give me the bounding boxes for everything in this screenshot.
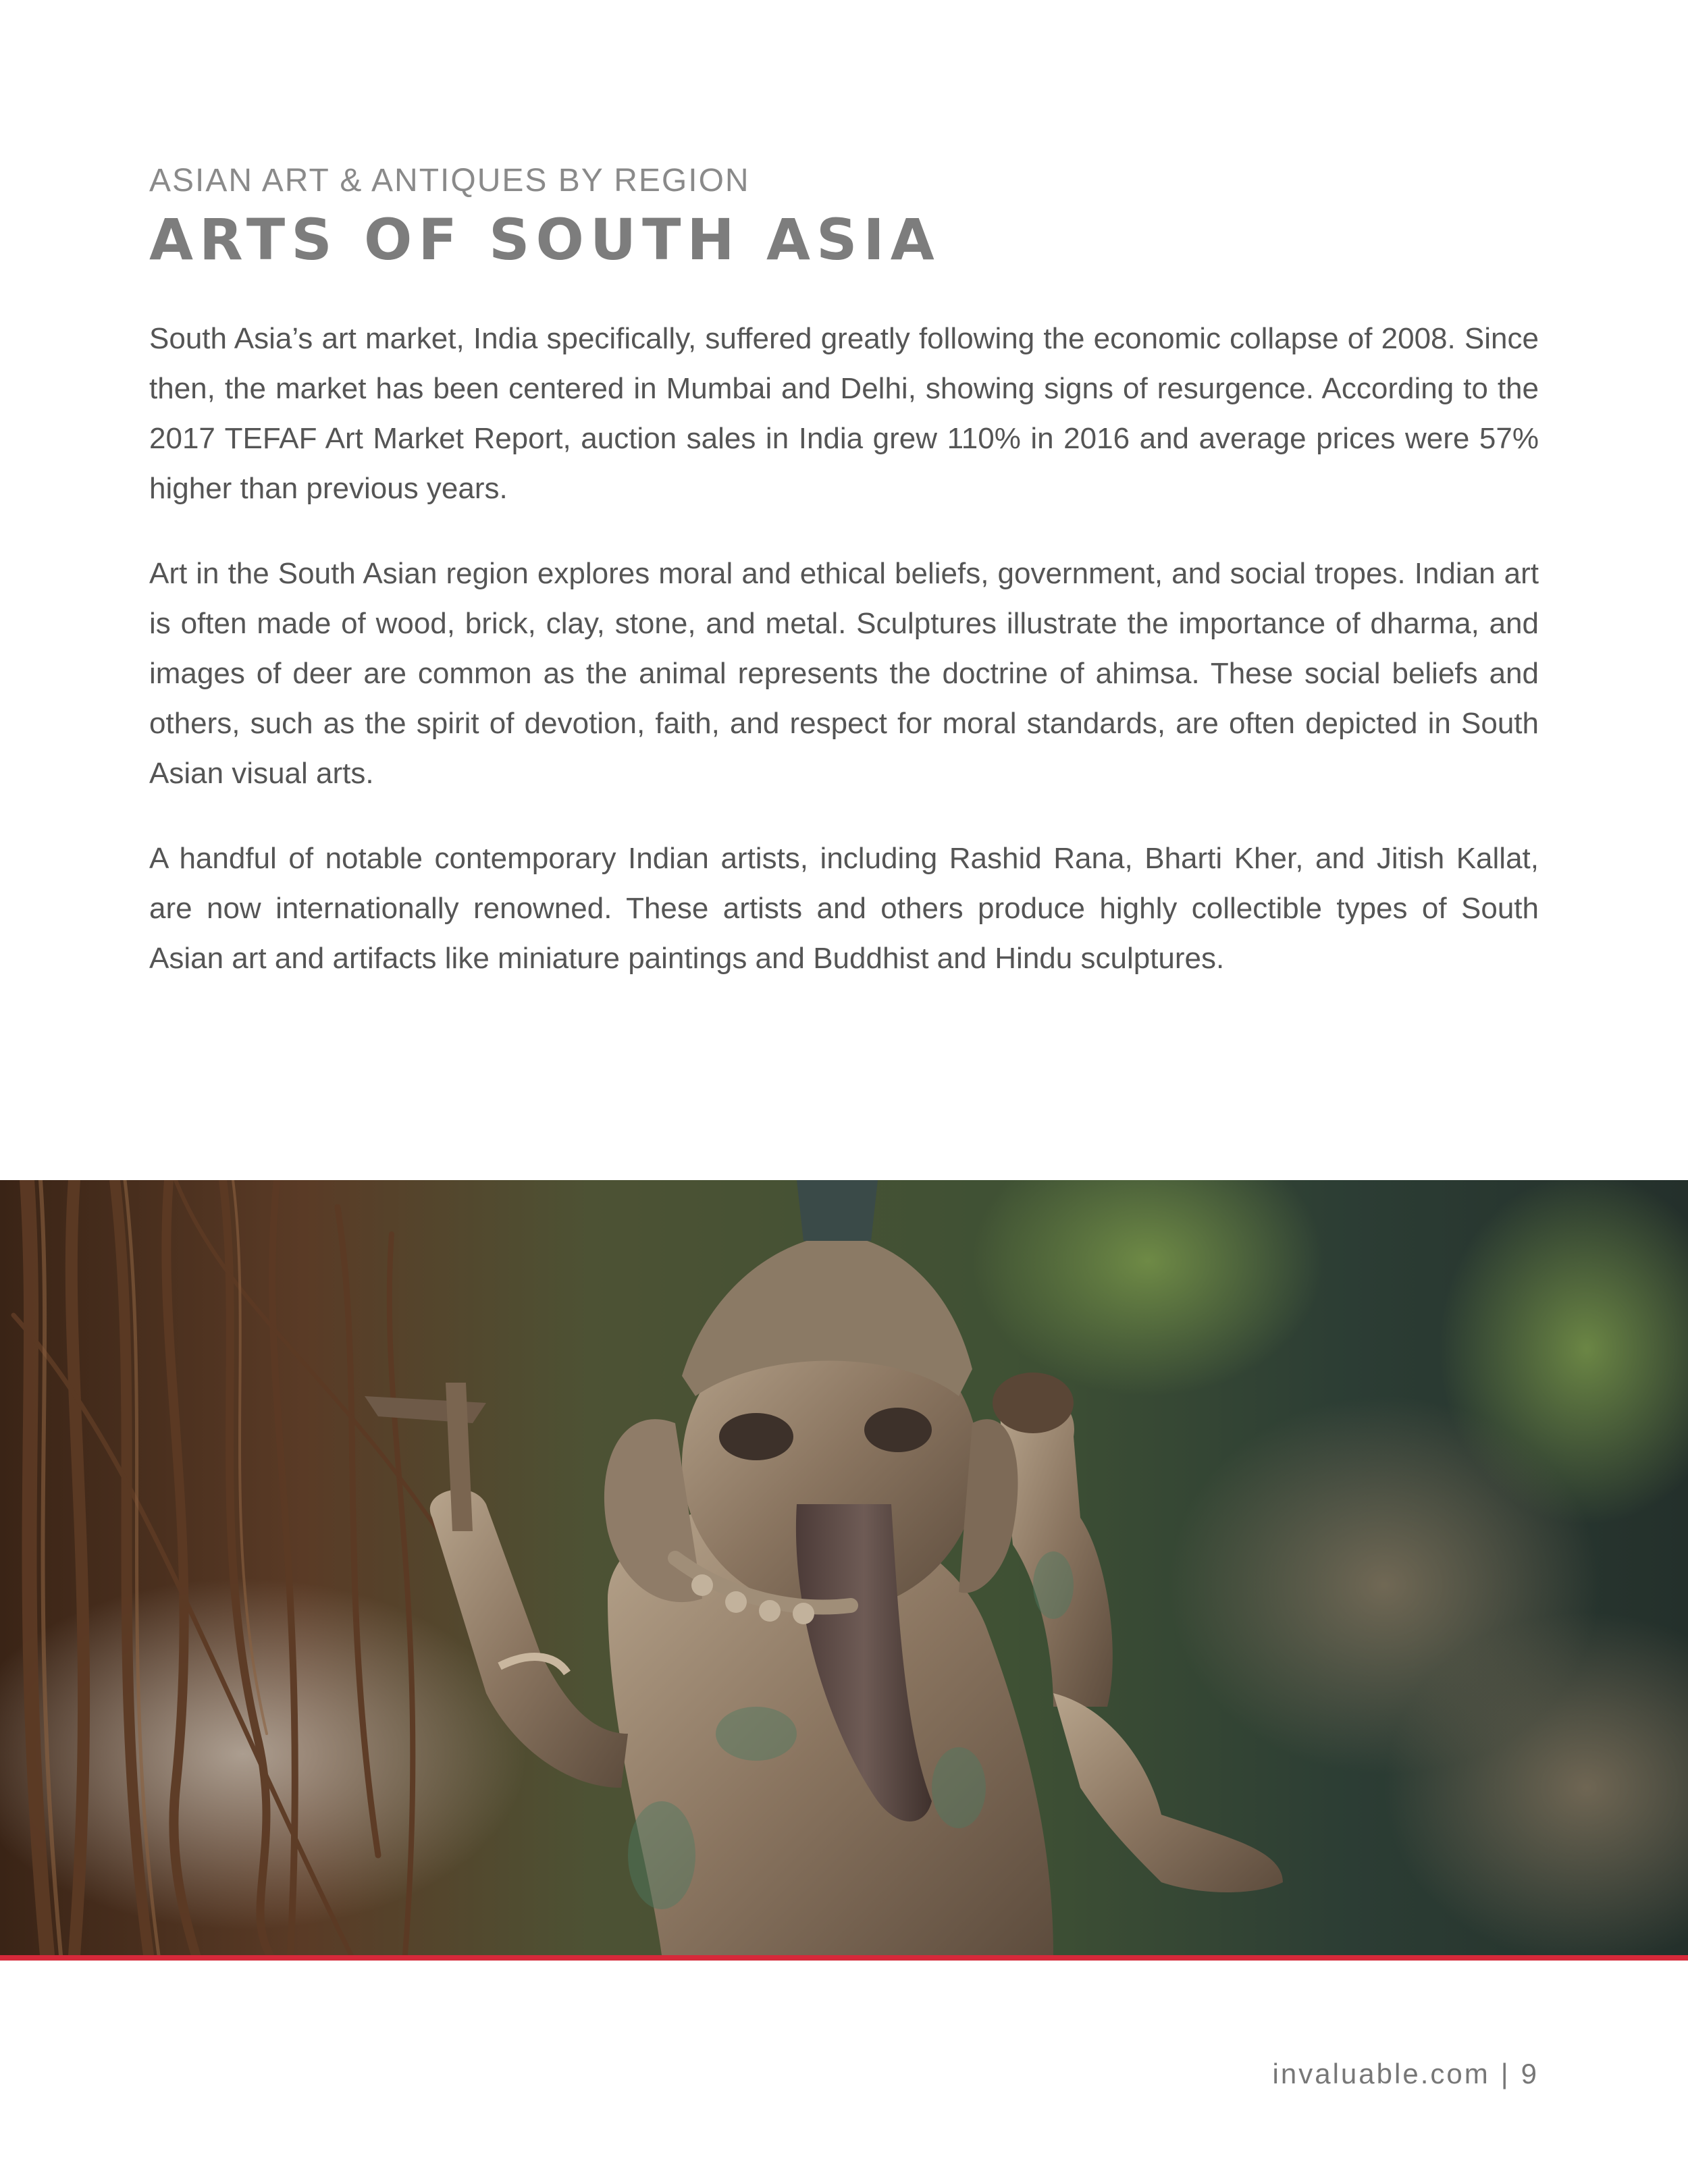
article-body (149, 314, 1539, 1019)
accent-rule (0, 1955, 1688, 1961)
page-footer (1273, 2054, 1539, 2094)
ganesha-statue-illustration (0, 1180, 1688, 1955)
paragraph-market: South Asia’s art market, India specifically, suffered greatly following the economic collapse of 2008. Since then, the market has been centered in Mumbai and Delhi, showing signs of resurgence. According to the 2017 TEFAF Art Market Report, auction sales in India grew 110% in 2016 and average prices were 57% higher than previous years. (149, 322, 1539, 505)
paragraph-beliefs: Art in the South Asian region explores moral and ethical beliefs, government, and social tropes. Indian art is often made of wood, brick, clay, stone, and metal. Sculptures illustrate the importance of dharma, and images of deer are common as the animal represents the doctrine of ahimsa. These social beliefs and others, such as the spirit of devotion, faith, and respect for moral standards, are often depicted in South Asian visual arts. (149, 557, 1539, 790)
footer-site: invaluable.com (1272, 2058, 1490, 2089)
page-number: 9 (1521, 2058, 1539, 2089)
section-kicker: ASIAN ART & ANTIQUES BY REGION (149, 163, 750, 198)
page-title: ARTS OF SOUTH ASIA (149, 207, 941, 273)
footer-separator: | (1500, 2058, 1510, 2089)
ganesha-photo (0, 1180, 1688, 1955)
paragraph-artists: A handful of notable contemporary Indian artists, including Rashid Rana, Bharti Kher, and Jitish Kallat, are now internationally renowned. These artists and others produce highly collectible types of South Asian art and artifacts like miniature paintings and Buddhist and Hindu sculptures. (149, 842, 1539, 975)
